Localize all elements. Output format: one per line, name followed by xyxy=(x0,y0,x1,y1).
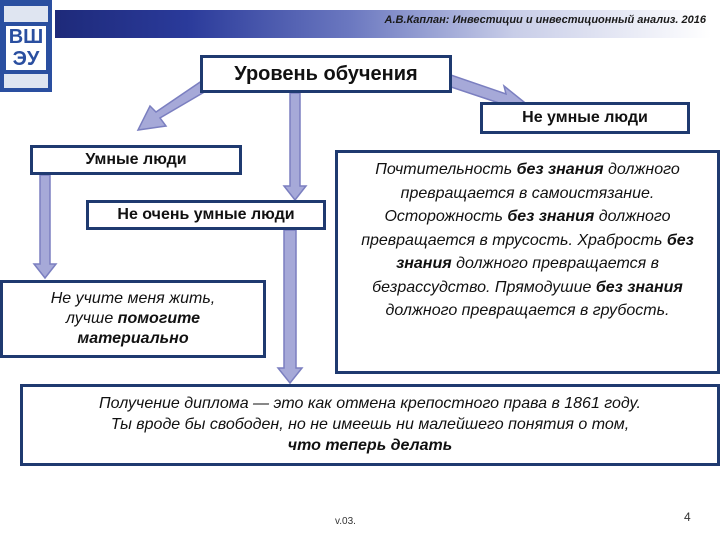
quote-line: лучше xyxy=(65,310,118,327)
quote-emphasis: без знания xyxy=(516,161,604,178)
quote-line: Не учите меня жить, xyxy=(50,290,216,307)
logo-mark: ВШ ЭУ xyxy=(6,26,46,70)
quote-emphasis: без знания xyxy=(507,208,595,225)
version-label: v.03. xyxy=(335,516,356,527)
quote-text: Почтительность xyxy=(375,161,517,178)
quote-text: должного превращается в трусость. Храбрость xyxy=(361,208,671,249)
quote-emphasis: без знания xyxy=(595,278,683,296)
quote-line: Ты вроде бы свободен, но не имеешь ни малейшего понятия о том, xyxy=(110,416,630,433)
quote-not-smart-people xyxy=(335,150,720,374)
quote-smart-people xyxy=(0,280,266,358)
quote-text: должного превращается в грубость. xyxy=(385,302,670,319)
node-not-smart-people: Не умные люди xyxy=(480,102,690,134)
header-title: А.В.Каплан: Инвестиции и инвестиционный анализ. 2016 xyxy=(384,14,706,26)
quote-emphasis: без знания xyxy=(396,231,694,272)
node-smart-people: Умные люди xyxy=(30,145,242,175)
quote-not-very-smart-people xyxy=(20,384,720,466)
arrow-smart-to-quote xyxy=(34,175,56,278)
arrow-not-very-smart-to-quote xyxy=(278,230,302,383)
arrow-root-to-not-very-smart xyxy=(284,93,306,200)
quote-emphasis: помогите xyxy=(117,310,201,327)
quote-emphasis: материально xyxy=(77,330,189,347)
quote-text: должного превращается в самоистязание. Осторожность xyxy=(384,161,680,225)
quote-line: Получение диплома — это как отмена крепостного права в 1861 году. xyxy=(99,395,641,412)
node-not-very-smart-people: Не очень умные люди xyxy=(86,200,326,230)
quote-text: должного превращается в безрассудство. Прямодушие xyxy=(372,255,659,296)
page-number: 4 xyxy=(684,510,691,524)
root-node: Уровень обучения xyxy=(200,55,452,93)
quote-emphasis: что теперь делать xyxy=(287,437,453,454)
